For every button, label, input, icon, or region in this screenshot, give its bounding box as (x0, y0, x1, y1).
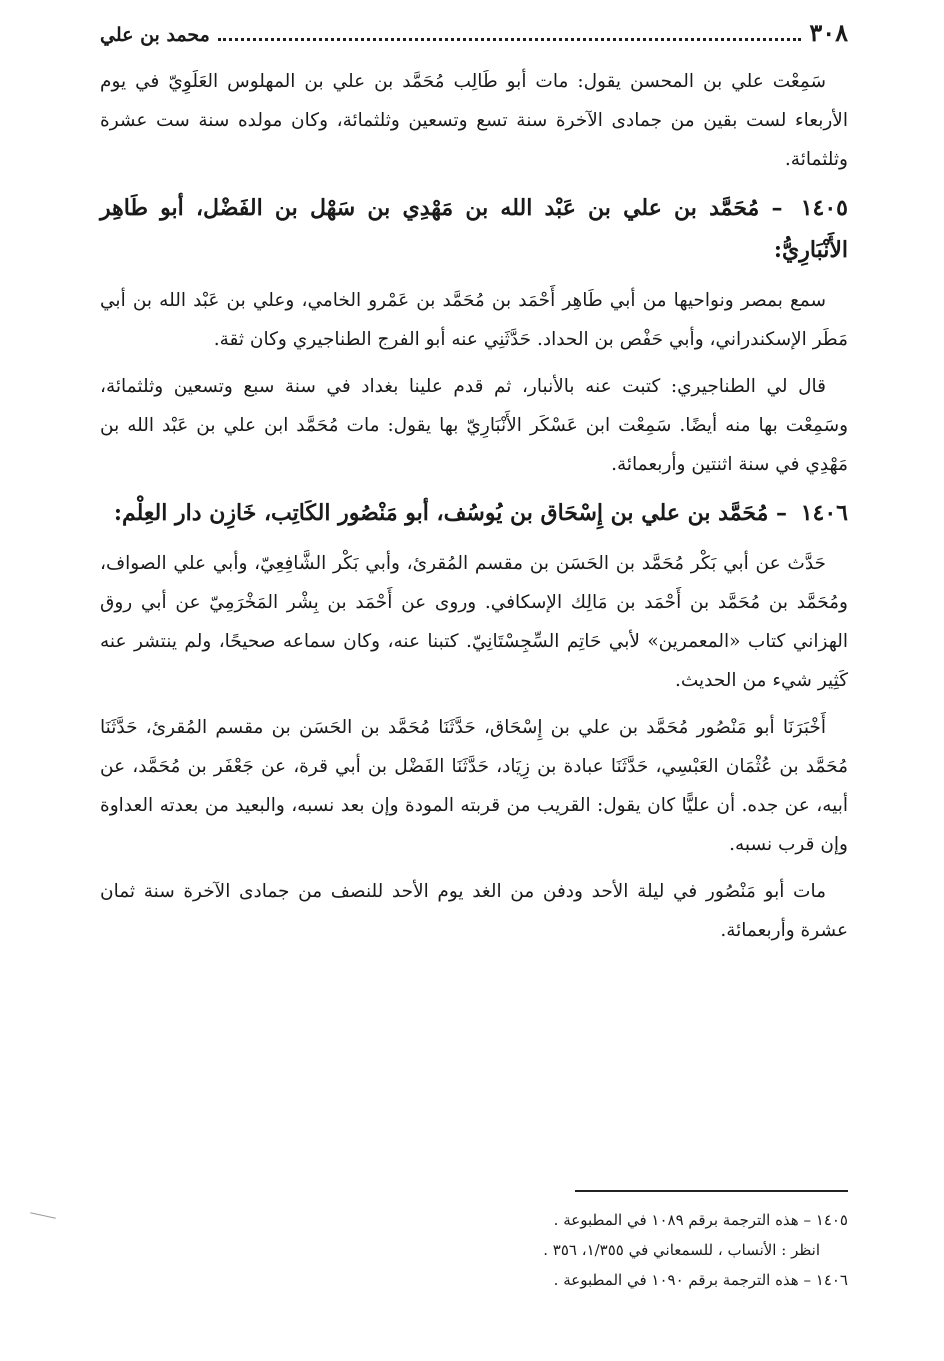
entry-1406-paragraph-3: مات أبو مَنْصُور في ليلة الأحد ودفن من الغد يوم الأحد للنصف من جمادى الآخرة سنة ثمان عشرة وأربعمائة. (100, 881, 848, 941)
entry-1405-paragraph-1: سمع بمصر ونواحيها من أبي طَاهِر أَحْمَد بن مُحَمَّد بن عَمْرو الخامي، وعلي بن عَبْد الله بن أبي مَطَر الإسكندراني، وأبي حَفْص بن الحداد. حَدَّثَنِي عنه أبو الفرج الطناجيري وكان ثقة. (100, 290, 848, 350)
entry-number: ١٤٠٥ (800, 195, 848, 221)
entry-number: ١٤٠٦ (800, 500, 848, 526)
page-header (100, 18, 848, 62)
intro-paragraph: سَمِعْت علي بن المحسن يقول: مات أبو طَالِب مُحَمَّد بن علي بن المهلوس العَلَوِيّ في يوم الأربعاء لست بقين من جمادى الآخرة سنة تسع وتسعين وثلثمائة، وكان مولده سنة ست عشرة وثلثمائة. (100, 71, 848, 170)
footnotes (100, 1205, 848, 1295)
page-number: ٣٠٨ (809, 18, 848, 47)
entry-1406-paragraph-1: حَدَّث عن أبي بَكْر مُحَمَّد بن الحَسَن بن مقسم المُقرئ، وأبي بَكْر الشَّافِعِيّ، وأبي علي الصواف، ومُحَمَّد بن مُحَمَّد بن أَحْمَد بن مَالِك الإسكافي. وروى عن أَحْمَد بن بِشْر المَخْرَمِيّ عن أبي روق الهزاني كتاب «المعمرين» لأبي حَاتِم السِّجِسْتَانِيّ. كتبنا عنه، وكان سماعه صحيحًا، ولم ينتشر عنه كَثِير شيء من الحديث. (100, 553, 848, 691)
entry-heading-1406 (100, 492, 848, 534)
entry-1406-paragraph-2: أَخْبَرَنَا أبو مَنْصُور مُحَمَّد بن علي بن إِسْحَاق، حَدَّثَنَا مُحَمَّد بن الحَسَن بن مقسم المُقرئ، حَدَّثَنَا مُحَمَّد بن عُثْمَان العَبْسِي، حَدَّثَنَا عبادة بن زِيَاد، حَدَّثَنَا الفَضْل بن أبي قرة، عن جَعْفَر بن مُحَمَّد، عن أبيه، عن جده. أن عليًّا كان يقول: القريب من قربته المودة وإن بعد نسبه، والبعيد من بعدته العداوة وإن قرب نسبه. (100, 717, 848, 855)
header-dot-leader (218, 38, 801, 41)
entry-title: – مُحَمَّد بن علي بن إِسْحَاق بن يُوسُف، أبو مَنْصُور الكَاتِب، خَازِن دار العِلْم: (113, 500, 788, 526)
entry-title: – مُحَمَّد بن علي بن عَبْد الله بن مَهْدِي بن سَهْل بن الفَضْل، أبو طَاهِر الأَنْبَارِيُّ: (100, 195, 848, 263)
book-page (100, 18, 848, 958)
footnote-1405: ١٤٠٥ – هذه الترجمة برقم ١٠٨٩ في المطبوعة . (553, 1211, 848, 1229)
entry-heading-1405 (100, 187, 848, 271)
footnote-1405-reference: انظر : الأنساب ، للسمعاني في ١/٣٥٥، ٣٥٦ . (543, 1241, 820, 1259)
footnote-separator (575, 1190, 848, 1192)
margin-mark (30, 1212, 56, 1218)
footnote-1406: ١٤٠٦ – هذه الترجمة برقم ١٠٩٠ في المطبوعة . (553, 1271, 848, 1289)
entry-1405-paragraph-2: قال لي الطناجيري: كتبت عنه بالأنبار، ثم قدم علينا بغداد في سنة سبع وتسعين وثلثمائة، وسَمِعْت بها منه أيضًا. سَمِعْت ابن عَسْكَر الأَنْبَارِيّ بها يقول: مات مُحَمَّد ابن علي بن عَبْد الله بن مَهْدِي في سنة اثنتين وأربعمائة. (100, 376, 848, 475)
running-title: محمد بن علي (100, 24, 210, 46)
